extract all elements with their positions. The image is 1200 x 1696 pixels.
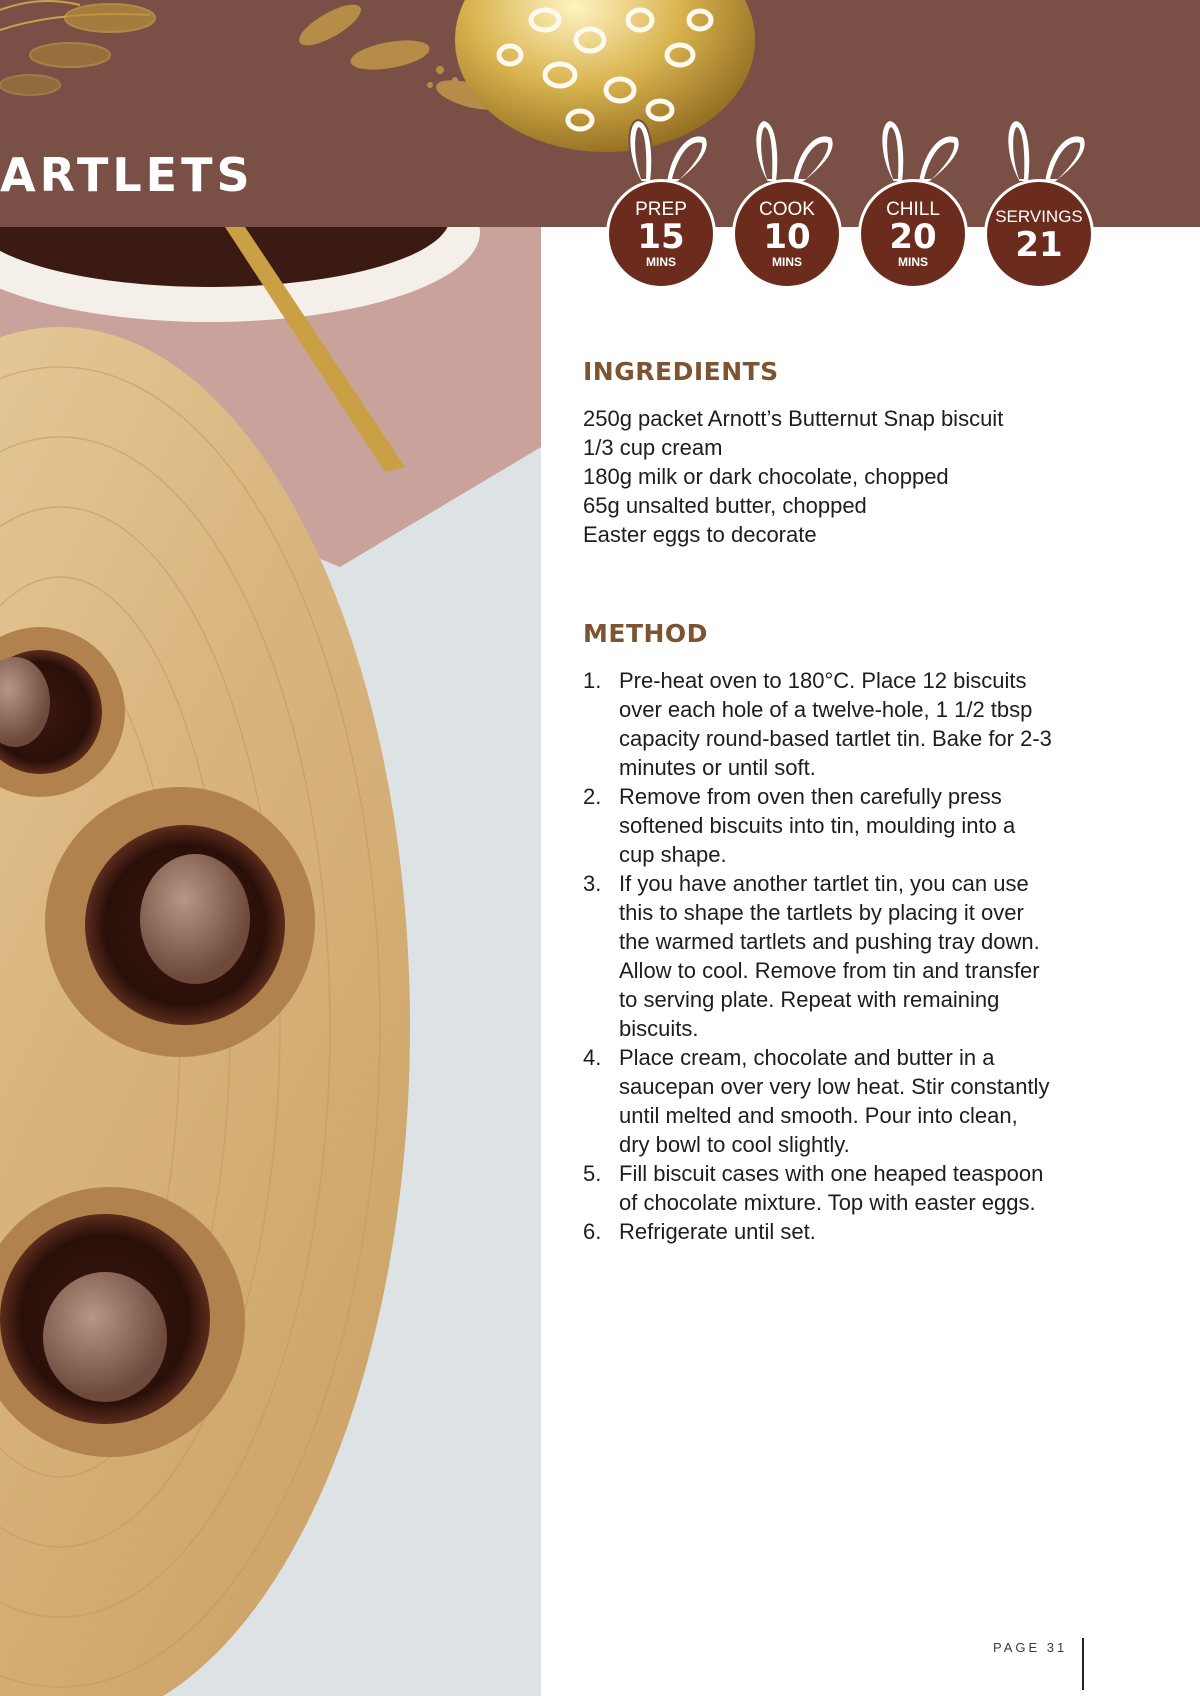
step-text bbox=[619, 782, 1103, 869]
page-title: ARTLETS bbox=[0, 148, 254, 202]
stat-circle bbox=[606, 179, 716, 289]
stat-circle bbox=[732, 179, 842, 289]
stat-badge-servings bbox=[984, 117, 1094, 287]
stat-value: 10 bbox=[763, 216, 811, 257]
step-line: Fill biscuit cases with one heaped teaspoon bbox=[619, 1161, 1044, 1186]
bunny-ears-icon bbox=[732, 117, 842, 187]
stat-value: 21 bbox=[1015, 224, 1063, 265]
stat-circle bbox=[984, 179, 1094, 289]
bunny-ears-icon bbox=[858, 117, 968, 187]
stat-label: CHILL bbox=[886, 198, 940, 220]
method-step bbox=[583, 666, 1103, 782]
stat-badge-chill bbox=[858, 117, 968, 287]
page-number: PAGE 31 bbox=[993, 1640, 1068, 1655]
step-line: If you have another tartlet tin, you can use bbox=[619, 871, 1029, 896]
step-number: 3. bbox=[583, 871, 602, 896]
step-line: saucepan over very low heat. Stir constantly bbox=[619, 1074, 1050, 1099]
step-line: to serving plate. Repeat with remaining bbox=[619, 987, 1000, 1012]
step-number: 6. bbox=[583, 1219, 602, 1244]
stat-badge-cook bbox=[732, 117, 842, 287]
stat-unit: MINS bbox=[772, 255, 802, 270]
ingredient-item: 1/3 cup cream bbox=[583, 435, 723, 460]
bunny-ears-icon bbox=[984, 117, 1094, 187]
step-line: minutes or until soft. bbox=[619, 755, 816, 780]
step-line: this to shape the tartlets by placing it over bbox=[619, 900, 1024, 925]
stat-badge-prep bbox=[606, 117, 716, 287]
bunny-ears-icon bbox=[606, 117, 716, 187]
step-line: Place cream, chocolate and butter in a bbox=[619, 1045, 995, 1070]
step-text bbox=[619, 869, 1103, 1043]
step-line: Allow to cool. Remove from tin and transfer bbox=[619, 958, 1040, 983]
stat-label: PREP bbox=[635, 198, 687, 220]
method-step bbox=[583, 869, 1103, 1043]
step-line: over each hole of a twelve-hole, 1 1/2 tbsp bbox=[619, 697, 1033, 722]
step-line: biscuits. bbox=[619, 1016, 699, 1041]
method-step bbox=[583, 1159, 1103, 1217]
ingredient-item: 250g packet Arnott’s Butternut Snap biscuit bbox=[583, 406, 1004, 431]
step-line: until melted and smooth. Pour into clean, bbox=[619, 1103, 1018, 1128]
recipe-photo bbox=[0, 227, 541, 1696]
stat-unit: MINS bbox=[898, 255, 928, 270]
ingredients-heading: INGREDIENTS bbox=[583, 357, 779, 386]
step-line: Remove from oven then carefully press bbox=[619, 784, 1002, 809]
step-line: Refrigerate until set. bbox=[619, 1219, 816, 1244]
method-step bbox=[583, 1217, 1103, 1246]
stat-value: 20 bbox=[889, 216, 937, 257]
tartlet-2 bbox=[45, 787, 315, 1057]
step-text bbox=[619, 1217, 1103, 1246]
step-line: dry bowl to cool slightly. bbox=[619, 1132, 850, 1157]
stat-label: COOK bbox=[759, 198, 815, 220]
step-line: capacity round-based tartlet tin. Bake for 2-3 bbox=[619, 726, 1052, 751]
stat-value: 15 bbox=[637, 216, 685, 257]
stat-label: SERVINGS bbox=[995, 206, 1083, 226]
method-steps bbox=[583, 666, 1103, 1246]
stat-circle bbox=[858, 179, 968, 289]
ingredient-item: 180g milk or dark chocolate, chopped bbox=[583, 464, 949, 489]
step-number: 2. bbox=[583, 784, 602, 809]
stat-unit: MINS bbox=[646, 255, 676, 270]
step-number: 5. bbox=[583, 1161, 602, 1186]
method-heading: METHOD bbox=[583, 619, 708, 648]
footer-divider bbox=[1082, 1638, 1084, 1690]
ingredient-item: 65g unsalted butter, chopped bbox=[583, 493, 867, 518]
ingredients-list bbox=[583, 404, 1103, 549]
ingredient-item: Easter eggs to decorate bbox=[583, 522, 817, 547]
step-line: Pre-heat oven to 180°C. Place 12 biscuits bbox=[619, 668, 1027, 693]
step-number: 1. bbox=[583, 668, 602, 693]
step-line: of chocolate mixture. Top with easter eggs. bbox=[619, 1190, 1036, 1215]
step-number: 4. bbox=[583, 1045, 602, 1070]
method-step bbox=[583, 782, 1103, 869]
step-text bbox=[619, 1159, 1103, 1217]
step-line: the warmed tartlets and pushing tray down. bbox=[619, 929, 1040, 954]
gold-leaves-left bbox=[0, 1, 155, 95]
method-step bbox=[583, 1043, 1103, 1159]
recipe-content bbox=[583, 357, 1103, 1246]
step-line: cup shape. bbox=[619, 842, 727, 867]
step-text bbox=[619, 666, 1103, 782]
step-text bbox=[619, 1043, 1103, 1159]
step-line: softened biscuits into tin, moulding into a bbox=[619, 813, 1016, 838]
